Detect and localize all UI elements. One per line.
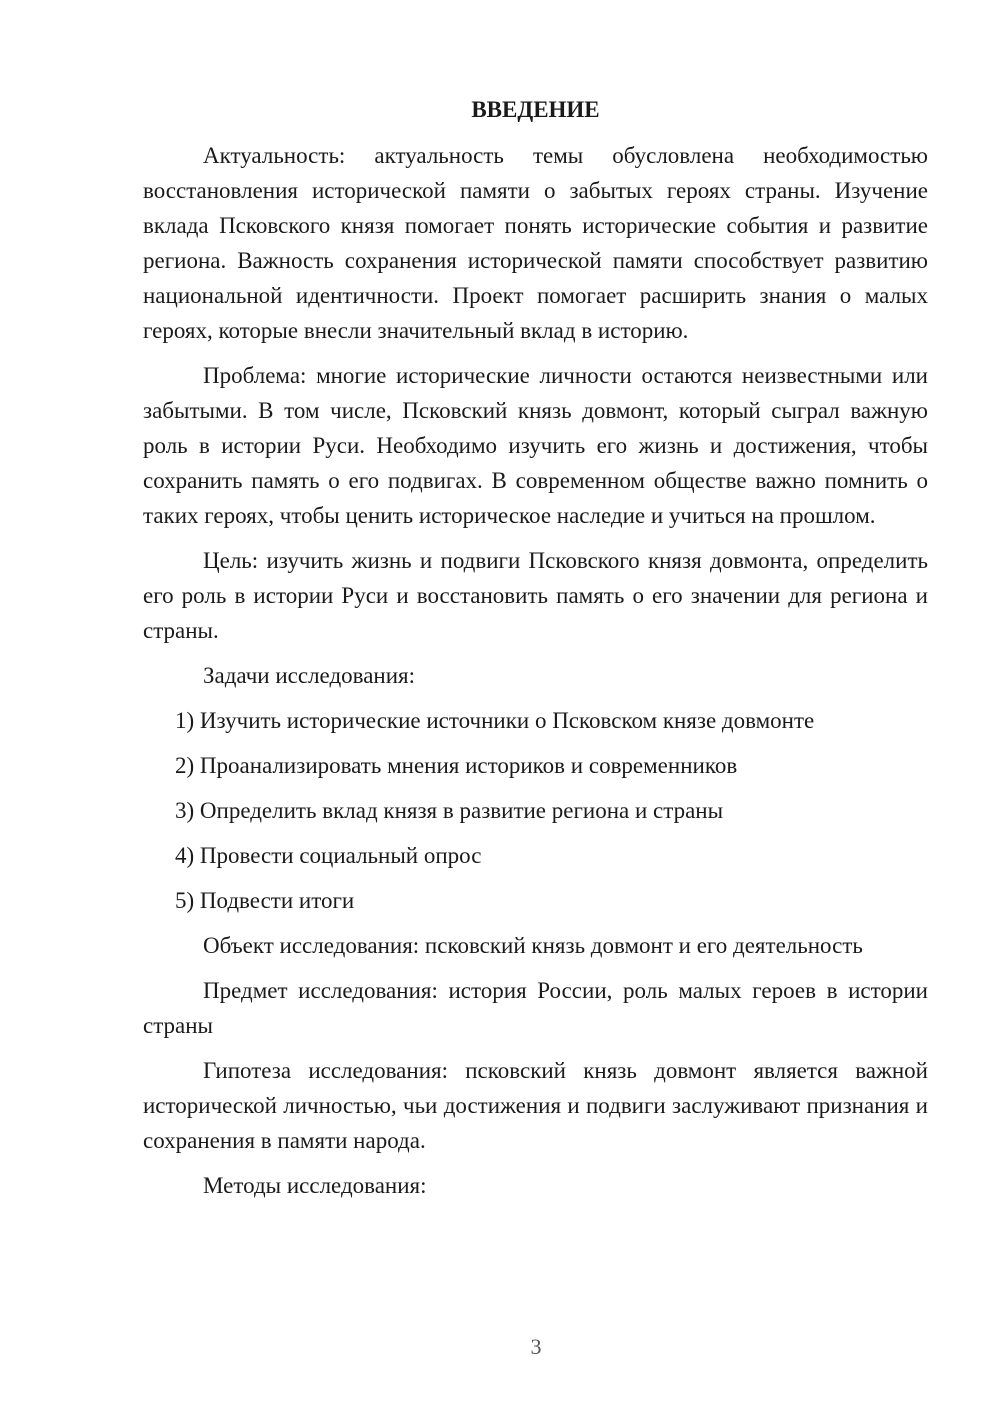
goal-paragraph: Цель: изучить жизнь и подвиги Псковского князя довмонта, определить его роль в истории Руси и восстановить память о его значении для региона и страны. (143, 548, 928, 643)
relevance-paragraph: Актуальность: актуальность темы обусловлена необходимостью восстановления исторической памяти о забытых героях страны. Изучение вклада Псковского князя помогает понять исторические события и развитие региона. Важность сохранения исторической памяти способствует развитию национальной идентичности. Проект помогает расширить знания о малых героях, которые внесли значительный вклад в историю. (143, 143, 928, 343)
document-body (143, 92, 928, 1203)
task-item-5: 5) Подвести итоги (175, 888, 355, 913)
task-item-3: 3) Определить вклад князя в развитие региона и страны (175, 798, 724, 823)
methods-title: Методы исследования: (203, 1173, 427, 1198)
task-item-4: 4) Провести социальный опрос (175, 843, 482, 868)
object-line: Объект исследования: псковский князь довмонт и его деятельность (203, 933, 863, 958)
task-item-1: 1) Изучить исторические источники о Псковском князе довмонте (175, 708, 815, 733)
problem-paragraph: Проблема: многие исторические личности остаются неизвестными или забытыми. В том числе, Псковский князь довмонт, который сыграл важную роль в истории Руси. Необходимо изучить его жизнь и достижения, чтобы сохранить память о его подвигах. В современном обществе важно помнить о таких героях, чтобы ценить историческое наследие и учиться на прошлом. (143, 363, 928, 528)
hypothesis-paragraph: Гипотеза исследования: псковский князь довмонт является важной исторической личностью, чьи достижения и подвиги заслуживают признания и сохранения в памяти народа. (143, 1058, 928, 1153)
subject-paragraph: Предмет исследования: история России, роль малых героев в истории страны (143, 978, 928, 1038)
section-heading: ВВЕДЕНИЕ (471, 97, 600, 122)
tasks-title: Задачи исследования: (203, 663, 416, 688)
task-item-2: 2) Проанализировать мнения историков и современников (175, 753, 738, 778)
page-number: 3 (530, 1334, 542, 1359)
